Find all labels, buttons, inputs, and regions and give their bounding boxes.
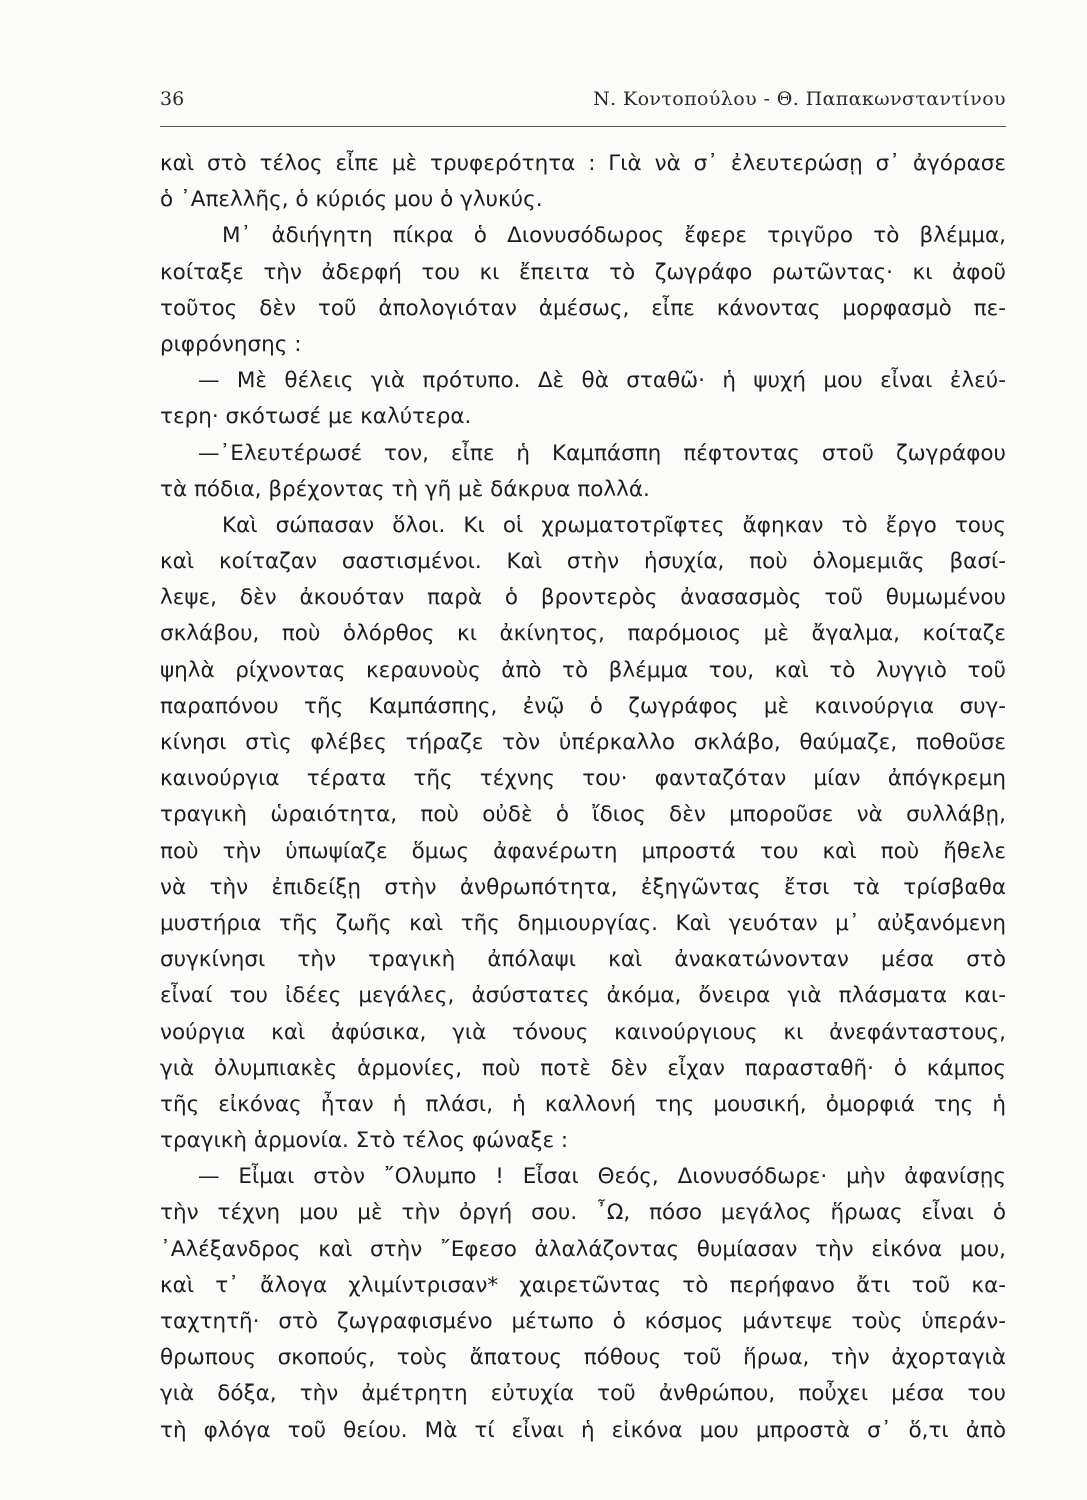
text-line: παραπόνου τῆς Καμπάσπης, ἐνῷ ὁ ζωγράφος μὲ καινούργια συγ-	[160, 693, 1006, 719]
page-header	[160, 88, 1006, 122]
text-line: σκλάβου, ποὺ ὁλόρθος κι ἀκίνητος, παρόμοιος μὲ ἄγαλμα, κοίταζε	[160, 621, 1006, 647]
text-line: καινούργια τέρατα τῆς τέχνης του· φανταζόταν μίαν ἀπόγκρεμη	[160, 766, 1006, 792]
text-line: νὰ τὴν ἐπιδείξῃ στὴν ἀνθρωπότητα, ἐξηγῶντας ἔτσι τὰ τρίσβαθα	[160, 874, 1006, 900]
text-line: τερη· σκότωσέ με καλύτερα.	[160, 404, 472, 430]
text-line: καὶ κοίταζαν σαστισμένοι. Καὶ στὴν ἡσυχία, ποὺ ὁλομεμιᾶς βασί-	[160, 549, 1006, 575]
text-line: τὴν τέχνη μου μὲ τὴν ὀργή σου. ῏Ω, πόσο μεγάλος ἥρωας εἶναι ὁ	[160, 1200, 1006, 1226]
text-line: λεψε, δὲν ἀκουόταν παρὰ ὁ βροντερὸς ἀνασασμὸς τοῦ θυμωμένου	[160, 585, 1006, 611]
text-line: — Εἶμαι στὸν ῎Ολυμπο ! Εἶσαι Θεός, Διονυσόδωρε· μὴν ἀφανίσῃς	[198, 1164, 1006, 1190]
text-line: γιὰ ὀλυμπιακὲς ἁρμονίες, ποὺ ποτὲ δὲν εἶχαν παρασταθῆ· ὁ κάμπος	[160, 1055, 1006, 1081]
text-line: — Μὲ θέλεις γιὰ πρότυπο. Δὲ θὰ σταθῶ· ἡ ψυχή μου εἶναι ἐλεύ-	[198, 368, 1006, 394]
page-number: 36	[160, 88, 185, 110]
text-line: ὁ ᾿Απελλῆς, ὁ κύριός μου ὁ γλυκύς.	[160, 187, 543, 213]
text-line: τραγικὴ ὡραιότητα, ποὺ οὐδὲ ὁ ἴδιος δὲν μποροῦσε νὰ συλλάβῃ,	[160, 802, 1006, 828]
text-line: Μ᾿ ἀδιήγητη πίκρα ὁ Διονυσόδωρος ἔφερε τριγῦρο τὸ βλέμμα,	[222, 223, 1006, 249]
header-rule	[160, 126, 1006, 127]
text-line: τὴ φλόγα τοῦ θείου. Μὰ τί εἶναι ἡ εἰκόνα μου μπροστὰ σ᾿ ὅ,τι ἀπὸ	[160, 1417, 1006, 1443]
text-line: ψηλὰ ρίχνοντας κεραυνοὺς ἀπὸ τὸ βλέμμα του, καὶ τὸ λυγγιὸ τοῦ	[160, 657, 1006, 683]
text-line: μυστήρια τῆς ζωῆς καὶ τῆς δημιουργίας. Καὶ γευόταν μ᾿ αὐξανόμενη	[160, 910, 1006, 936]
text-line: Καὶ σώπασαν ὅλοι. Κι οἱ χρωματοτρῖφτες ἄφηκαν τὸ ἔργο τους	[222, 512, 1006, 538]
text-line: εἶναί του ἰδέες μεγάλες, ἀσύστατες ἀκόμα, ὄνειρα γιὰ πλάσματα και-	[160, 983, 1006, 1009]
text-line: ποὺ τὴν ὑπωψίαζε ὅμως ἀφανέρωτη μπροστά του καὶ ποὺ ἤθελε	[160, 838, 1006, 864]
text-line: γιὰ δόξα, τὴν ἀμέτρητη εὐτυχία τοῦ ἀνθρώπου, ποὖχει μέσα του	[160, 1381, 1006, 1407]
text-line: τραγικὴ ἁρμονία. Στὸ τέλος φώναξε :	[160, 1128, 569, 1154]
text-line: τοῦτος δὲν τοῦ ἀπολογιόταν ἀμέσως, εἶπε κάνοντας μορφασμὸ πε-	[160, 295, 1006, 321]
text-line: καὶ στὸ τέλος εἶπε μὲ τρυφερότητα : Γιὰ νὰ σ᾿ ἐλευτερώσῃ σ᾿ ἀγόρασε	[160, 151, 1006, 176]
text-line: —᾿Ελευτέρωσέ τον, εἶπε ἡ Καμπάσπη πέφτοντας στοῦ ζωγράφου	[198, 440, 1006, 466]
text-line: νούργια καὶ ἀφύσικα, γιὰ τόνους καινούργιους κι ἀνεφάνταστους,	[160, 1019, 1006, 1045]
running-head: Ν. Κοντοπούλου - Θ. Παπακωνσταντίνου	[593, 88, 1006, 110]
text-line: ταχτητῆ· στὸ ζωγραφισμένο μέτωπο ὁ κόσμος μάντεψε τοὺς ὑπεράν-	[160, 1309, 1006, 1334]
text-line: τὰ πόδια, βρέχοντας τὴ γῆ μὲ δάκρυα πολλά.	[160, 476, 650, 502]
text-line: ᾿Αλέξανδρος καὶ στὴν ῎Εφεσο ἀλαλάζοντας θυμίασαν τὴν εἰκόνα μου,	[160, 1236, 1006, 1262]
text-line: συγκίνησι τὴν τραγικὴ ἀπόλαψι καὶ ἀνακατώνονταν μέσα στὸ	[160, 947, 1006, 973]
body-text	[160, 146, 1006, 1449]
text-line: ριφρόνησης :	[160, 331, 302, 357]
text-line: κοίταξε τὴν ἀδερφή του κι ἔπειτα τὸ ζωγράφο ρωτῶντας· κι ἀφοῦ	[160, 259, 1006, 285]
text-line: τῆς εἰκόνας ἦταν ἡ πλάσι, ἡ καλλονή της μουσική, ὀμορφιά της ἡ	[160, 1091, 1006, 1117]
text-line: κίνησι στὶς φλέβες τήραζε τὸν ὑπέρκαλλο σκλάβο, θαύμαζε, ποθοῦσε	[160, 730, 1006, 755]
text-line: θρωπους σκοπούς, τοὺς ἄπατους πόθους τοῦ ἥρωα, τὴν ἀχορταγιὰ	[160, 1345, 1006, 1371]
text-line: καὶ τ᾿ ἄλογα χλιμίντρισαν* χαιρετῶντας τὸ περήφανο ἄτι τοῦ κα-	[160, 1272, 1006, 1298]
